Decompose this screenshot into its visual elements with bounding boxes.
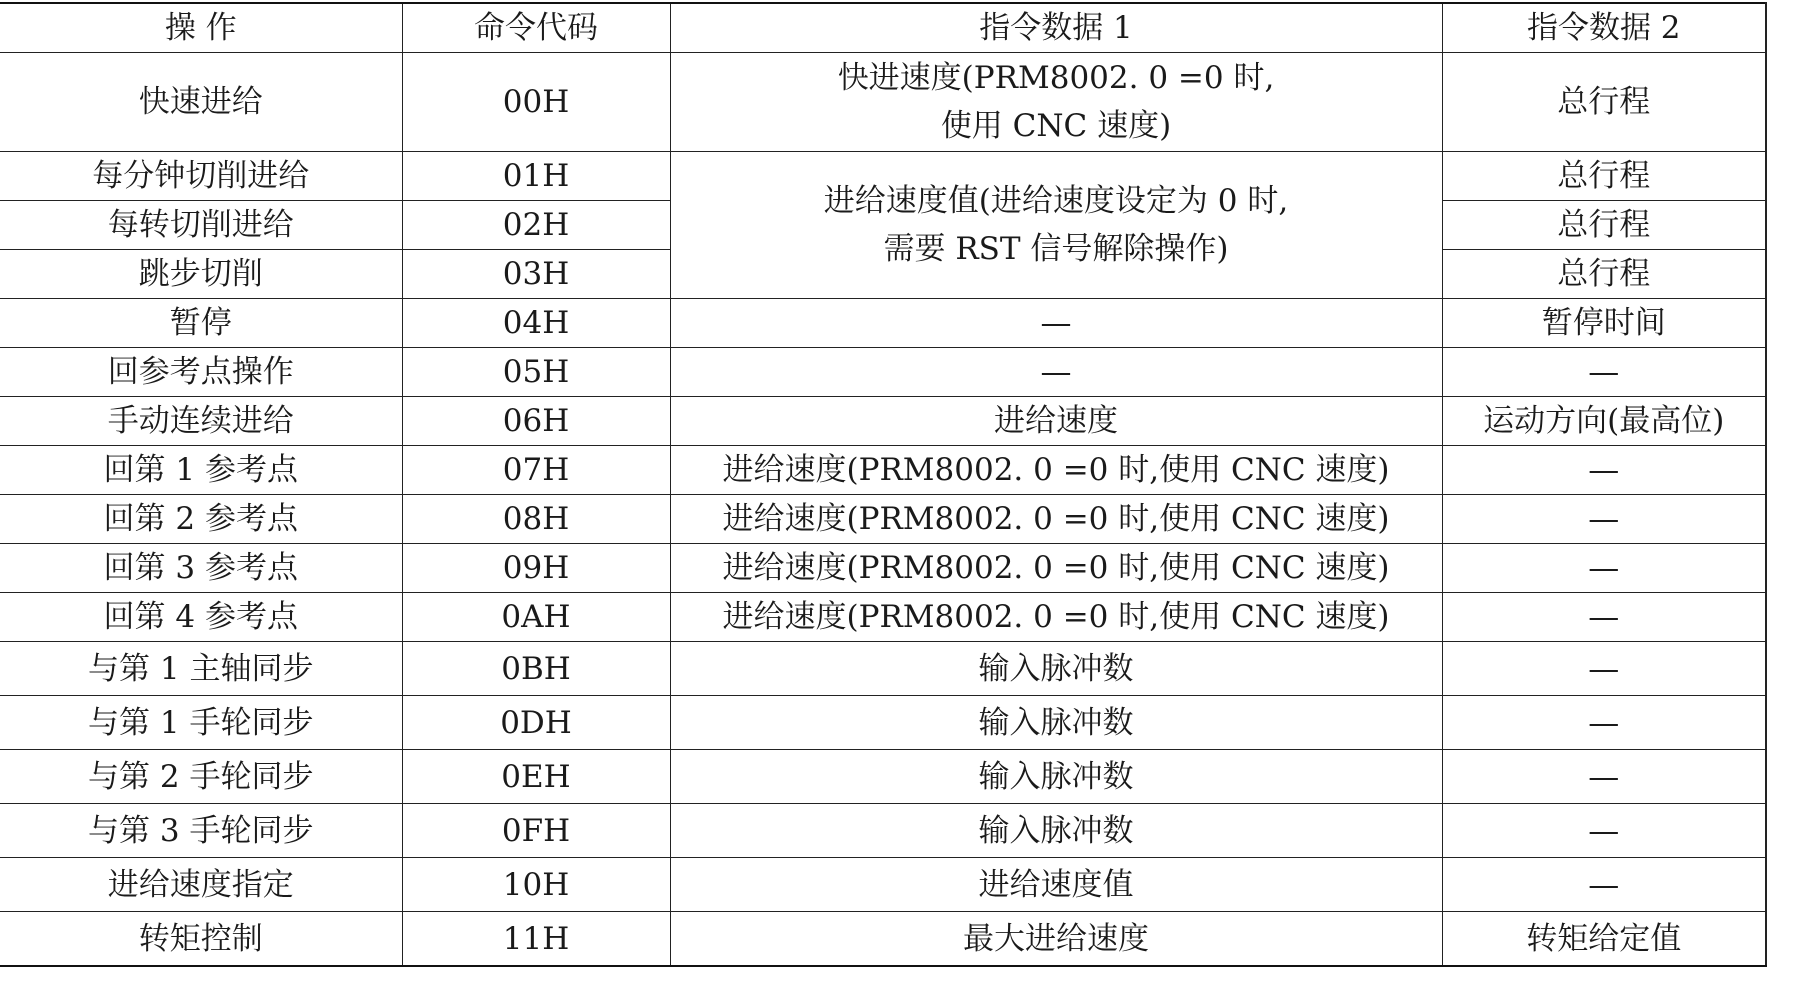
cell-command-data-2: 转矩给定值 (1442, 912, 1766, 967)
table-row (0, 642, 1766, 696)
cell-command-data-2: 总行程 (1442, 152, 1766, 201)
cell-command-code: 06H (402, 397, 670, 446)
cell-command-data-2: — (1442, 750, 1766, 804)
cell-command-data-1: 进给速度值 (670, 858, 1442, 912)
table-row (0, 858, 1766, 912)
cell-command-data-2: 总行程 (1442, 53, 1766, 152)
table-row (0, 397, 1766, 446)
cell-operation: 与第 3 手轮同步 (0, 804, 402, 858)
cell-command-code: 02H (402, 201, 670, 250)
table-row (0, 152, 1766, 201)
cell-command-code: 09H (402, 544, 670, 593)
table-header-row (0, 3, 1766, 53)
cell-command-code: 10H (402, 858, 670, 912)
cell-command-data-1: 进给速度(PRM8002. 0 =0 时,使用 CNC 速度) (670, 495, 1442, 544)
cell-command-data-1-line: 进给速度值(进给速度设定为 0 时, (823, 183, 1289, 219)
cell-operation: 快速进给 (0, 53, 402, 152)
cell-operation: 跳步切削 (0, 250, 402, 299)
cell-operation: 与第 1 手轮同步 (0, 696, 402, 750)
cell-command-code: 0BH (402, 642, 670, 696)
cell-command-data-1: 最大进给速度 (670, 912, 1442, 967)
cell-command-data-1: 输入脉冲数 (670, 804, 1442, 858)
cell-operation: 每分钟切削进给 (0, 152, 402, 201)
table-row (0, 696, 1766, 750)
cell-command-data-1-line: 使用 CNC 速度) (940, 108, 1172, 144)
table-row (0, 299, 1766, 348)
cell-command-data-1: 进给速度(PRM8002. 0 =0 时,使用 CNC 速度) (670, 544, 1442, 593)
table-row (0, 53, 1766, 152)
cell-operation: 回参考点操作 (0, 348, 402, 397)
cell-command-data-2: — (1442, 642, 1766, 696)
cell-operation: 暂停 (0, 299, 402, 348)
cell-command-code: 07H (402, 446, 670, 495)
table-row (0, 446, 1766, 495)
header-command-data-1: 指令数据 1 (670, 3, 1442, 53)
cell-command-data-1: 输入脉冲数 (670, 750, 1442, 804)
cell-command-code: 03H (402, 250, 670, 299)
cell-operation: 回第 2 参考点 (0, 495, 402, 544)
cell-command-code: 05H (402, 348, 670, 397)
cell-command-data-2: 暂停时间 (1442, 299, 1766, 348)
table-row (0, 804, 1766, 858)
cell-operation: 回第 3 参考点 (0, 544, 402, 593)
cell-command-code: 0DH (402, 696, 670, 750)
cell-command-data-2: — (1442, 804, 1766, 858)
cell-operation: 回第 4 参考点 (0, 593, 402, 642)
table-row (0, 912, 1766, 967)
header-command-data-2: 指令数据 2 (1442, 3, 1766, 53)
cell-command-data-1-line: 快进速度(PRM8002. 0 =0 时, (837, 60, 1275, 96)
cell-command-code: 01H (402, 152, 670, 201)
cell-command-data-1: — (670, 348, 1442, 397)
table-row (0, 593, 1766, 642)
header-command-code: 命令代码 (402, 3, 670, 53)
cell-command-code: 0FH (402, 804, 670, 858)
cell-command-data-2: — (1442, 858, 1766, 912)
cell-command-data-2: — (1442, 696, 1766, 750)
cell-command-data-2: 运动方向(最高位) (1442, 397, 1766, 446)
cell-command-data-1-line: 需要 RST 信号解除操作) (883, 231, 1229, 267)
cell-command-code: 0AH (402, 593, 670, 642)
cell-command-data-1: 进给速度 (670, 397, 1442, 446)
cell-command-data-1: 进给速度(PRM8002. 0 =0 时,使用 CNC 速度) (670, 593, 1442, 642)
command-table (0, 2, 1767, 967)
cell-command-data-1: 输入脉冲数 (670, 642, 1442, 696)
cell-command-data-2: — (1442, 495, 1766, 544)
cell-command-data-1: 输入脉冲数 (670, 696, 1442, 750)
cell-command-data-1: 进给速度(PRM8002. 0 =0 时,使用 CNC 速度) (670, 446, 1442, 495)
cell-command-data-1-merged (670, 152, 1442, 299)
cell-command-code: 11H (402, 912, 670, 967)
cell-operation: 进给速度指定 (0, 858, 402, 912)
table-row (0, 544, 1766, 593)
cell-command-data-2: — (1442, 544, 1766, 593)
cell-command-code: 08H (402, 495, 670, 544)
cell-command-data-2: 总行程 (1442, 201, 1766, 250)
table-row (0, 750, 1766, 804)
header-operation: 操 作 (0, 3, 402, 53)
cell-command-data-2: — (1442, 446, 1766, 495)
cell-operation: 回第 1 参考点 (0, 446, 402, 495)
table-row (0, 348, 1766, 397)
cell-command-data-1 (670, 53, 1442, 152)
cell-command-code: 0EH (402, 750, 670, 804)
cell-operation: 与第 2 手轮同步 (0, 750, 402, 804)
cell-command-code: 04H (402, 299, 670, 348)
cell-operation: 与第 1 主轴同步 (0, 642, 402, 696)
cell-command-data-2: 总行程 (1442, 250, 1766, 299)
cell-operation: 手动连续进给 (0, 397, 402, 446)
cell-command-data-2: — (1442, 593, 1766, 642)
cell-command-code: 00H (402, 53, 670, 152)
table-row (0, 495, 1766, 544)
cell-command-data-1: — (670, 299, 1442, 348)
cell-command-data-2: — (1442, 348, 1766, 397)
cell-operation: 每转切削进给 (0, 201, 402, 250)
cell-operation: 转矩控制 (0, 912, 402, 967)
